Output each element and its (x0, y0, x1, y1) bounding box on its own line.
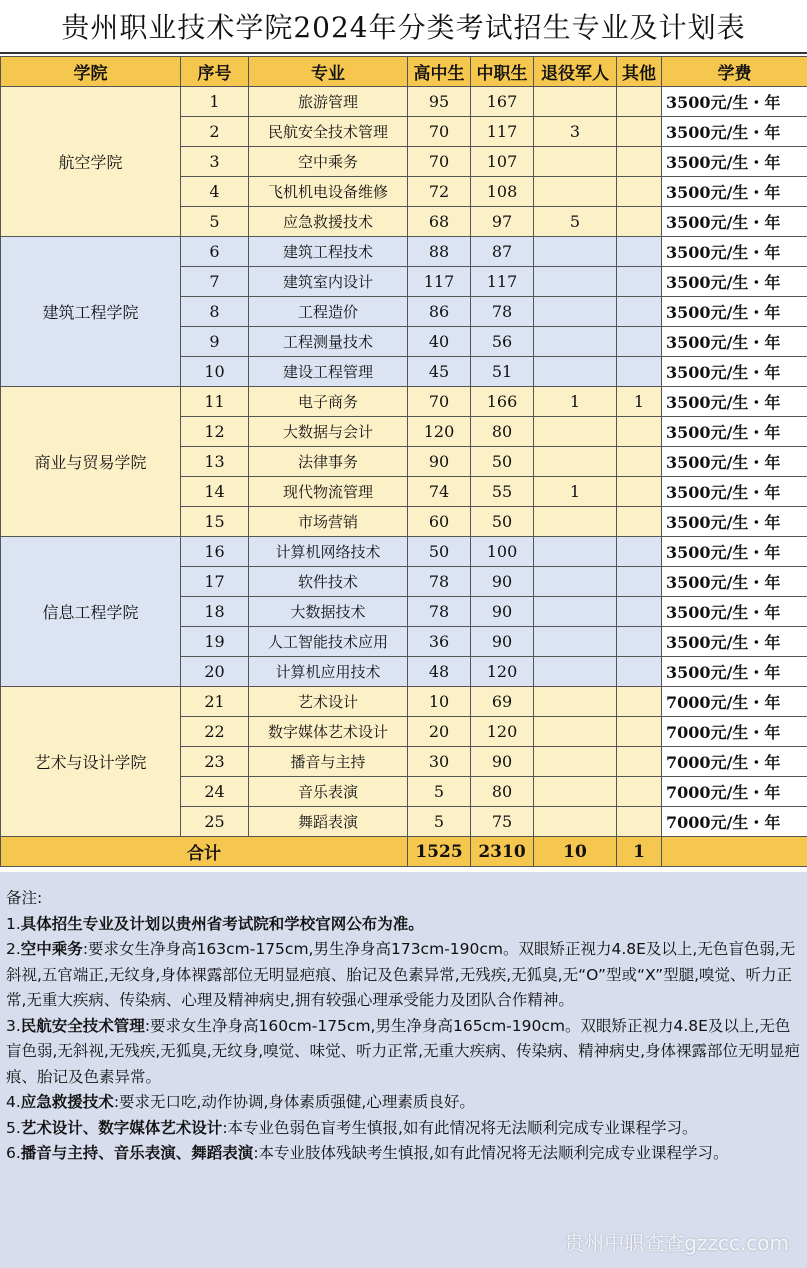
cell-high-school: 86 (408, 297, 471, 327)
cell-high-school: 20 (408, 717, 471, 747)
header-vocational: 中职生 (471, 57, 534, 87)
cell-veteran (534, 507, 617, 537)
cell-number: 13 (181, 447, 249, 477)
cell-number: 22 (181, 717, 249, 747)
cell-other: 1 (617, 387, 662, 417)
cell-vocational: 50 (471, 507, 534, 537)
cell-number: 18 (181, 597, 249, 627)
cell-veteran (534, 717, 617, 747)
cell-number: 17 (181, 567, 249, 597)
cell-other (617, 687, 662, 717)
cell-tuition: 3500元/生・年 (662, 657, 807, 687)
cell-tuition: 3500元/生・年 (662, 537, 807, 567)
header-high-school: 高中生 (408, 57, 471, 87)
cell-vocational: 78 (471, 297, 534, 327)
note-text: :本专业肢体残缺考生慎报,如有此情况将无法顺利完成专业课程学习。 (253, 1144, 729, 1162)
note-number: 4. (6, 1093, 21, 1111)
cell-other (617, 357, 662, 387)
cell-other (617, 267, 662, 297)
cell-major: 建筑工程技术 (249, 237, 408, 267)
cell-tuition: 3500元/生・年 (662, 207, 807, 237)
cell-other (617, 717, 662, 747)
cell-other (617, 297, 662, 327)
notes-heading: 备注: (6, 889, 43, 907)
table-row (1, 87, 807, 117)
cell-high-school: 50 (408, 537, 471, 567)
table-row (1, 237, 807, 267)
note-item (6, 912, 803, 938)
cell-veteran (534, 777, 617, 807)
cell-other (617, 117, 662, 147)
cell-number: 10 (181, 357, 249, 387)
cell-number: 25 (181, 807, 249, 837)
cell-high-school: 68 (408, 207, 471, 237)
college-name: 信息工程学院 (1, 537, 181, 687)
college-name: 商业与贸易学院 (1, 387, 181, 537)
cell-veteran (534, 357, 617, 387)
cell-tuition: 3500元/生・年 (662, 327, 807, 357)
cell-vocational: 117 (471, 267, 534, 297)
header-number: 序号 (181, 57, 249, 87)
total-label: 合计 (1, 837, 408, 867)
note-text: :要求女生净身高160cm-175cm,男生净身高165cm-190cm。双眼矫正视力4.8E及以上,无色盲色弱,无斜视,无残疾,无狐臭,无纹身,嗅觉、味觉、听力正常,无重大疾病、传染病、精神病史,身体裸露部位无明显疤痕、胎记及色素异常。 (6, 1016, 800, 1086)
cell-vocational: 75 (471, 807, 534, 837)
cell-vocational: 90 (471, 747, 534, 777)
note-subject: 民航安全技术管理 (20, 1016, 145, 1035)
cell-vocational: 80 (471, 417, 534, 447)
cell-other (617, 747, 662, 777)
note-item (6, 1141, 803, 1167)
cell-major: 人工智能技术应用 (249, 627, 408, 657)
cell-tuition: 3500元/生・年 (662, 87, 807, 117)
cell-vocational: 80 (471, 777, 534, 807)
cell-major: 软件技术 (249, 567, 408, 597)
cell-vocational: 167 (471, 87, 534, 117)
cell-number: 6 (181, 237, 249, 267)
cell-other (617, 147, 662, 177)
cell-other (617, 327, 662, 357)
enrollment-plan-table (0, 56, 807, 867)
cell-other (617, 177, 662, 207)
cell-high-school: 40 (408, 327, 471, 357)
cell-other (617, 237, 662, 267)
cell-high-school: 60 (408, 507, 471, 537)
cell-major: 旅游管理 (249, 87, 408, 117)
cell-tuition: 3500元/生・年 (662, 357, 807, 387)
cell-veteran (534, 327, 617, 357)
cell-tuition: 3500元/生・年 (662, 507, 807, 537)
cell-veteran (534, 627, 617, 657)
cell-vocational: 120 (471, 717, 534, 747)
table-row (1, 687, 807, 717)
note-text: :要求女生净身高163cm-175cm,男生净身高173cm-190cm。双眼矫正视力4.8E及以上,无色盲色弱,无斜视,五官端正,无纹身,身体裸露部位无明显疤痕、胎记及色素异常,无残疾,无狐臭,无“O”型或“X”型腿,嗅觉、听力正常,无重大疾病、传染病、心理及精神病史,拥有较强心理承受能力及团队合作精神。 (6, 940, 796, 1009)
note-number: 6. (6, 1144, 21, 1162)
cell-major: 应急救援技术 (249, 207, 408, 237)
cell-veteran (534, 147, 617, 177)
cell-number: 2 (181, 117, 249, 147)
cell-number: 21 (181, 687, 249, 717)
note-item (6, 1090, 803, 1116)
cell-other (617, 657, 662, 687)
cell-high-school: 5 (408, 777, 471, 807)
total-veteran: 10 (534, 837, 617, 867)
cell-tuition: 3500元/生・年 (662, 447, 807, 477)
cell-veteran (534, 687, 617, 717)
cell-major: 建设工程管理 (249, 357, 408, 387)
cell-veteran (534, 417, 617, 447)
cell-major: 艺术设计 (249, 687, 408, 717)
cell-major: 空中乘务 (249, 147, 408, 177)
note-subject: 具体招生专业及计划以贵州省考试院和学校官网公布为准。 (20, 914, 424, 933)
cell-major: 大数据技术 (249, 597, 408, 627)
college-name: 建筑工程学院 (1, 237, 181, 387)
cell-high-school: 10 (408, 687, 471, 717)
cell-major: 数字媒体艺术设计 (249, 717, 408, 747)
cell-vocational: 87 (471, 237, 534, 267)
note-subject: 应急救援技术 (20, 1093, 114, 1111)
cell-vocational: 90 (471, 597, 534, 627)
cell-veteran (534, 807, 617, 837)
cell-veteran (534, 597, 617, 627)
cell-tuition: 3500元/生・年 (662, 177, 807, 207)
cell-veteran (534, 297, 617, 327)
cell-vocational: 55 (471, 477, 534, 507)
cell-major: 飞机机电设备维修 (249, 177, 408, 207)
header-tuition: 学费 (662, 57, 807, 87)
header-other: 其他 (617, 57, 662, 87)
note-number: 3. (6, 1016, 21, 1035)
cell-veteran (534, 657, 617, 687)
cell-number: 15 (181, 507, 249, 537)
cell-tuition: 3500元/生・年 (662, 147, 807, 177)
note-item (6, 1116, 803, 1142)
notes-list (6, 912, 803, 1167)
cell-major: 播音与主持 (249, 747, 408, 777)
cell-number: 23 (181, 747, 249, 777)
cell-vocational: 117 (471, 117, 534, 147)
cell-high-school: 48 (408, 657, 471, 687)
cell-major: 市场营销 (249, 507, 408, 537)
cell-high-school: 30 (408, 747, 471, 777)
cell-major: 电子商务 (249, 387, 408, 417)
cell-tuition: 3500元/生・年 (662, 117, 807, 147)
cell-vocational: 50 (471, 447, 534, 477)
cell-major: 现代物流管理 (249, 477, 408, 507)
total-high-school: 1525 (408, 837, 471, 867)
cell-high-school: 70 (408, 147, 471, 177)
cell-number: 9 (181, 327, 249, 357)
cell-vocational: 90 (471, 567, 534, 597)
note-number: 2. (6, 940, 21, 958)
total-vocational: 2310 (471, 837, 534, 867)
cell-tuition: 3500元/生・年 (662, 477, 807, 507)
cell-vocational: 56 (471, 327, 534, 357)
cell-other (617, 537, 662, 567)
cell-number: 24 (181, 777, 249, 807)
header-veteran: 退役军人 (534, 57, 617, 87)
cell-tuition: 3500元/生・年 (662, 297, 807, 327)
cell-tuition: 3500元/生・年 (662, 267, 807, 297)
total-other: 1 (617, 837, 662, 867)
note-subject: 空中乘务 (20, 940, 83, 958)
cell-tuition: 7000元/生・年 (662, 777, 807, 807)
cell-veteran (534, 537, 617, 567)
cell-major: 法律事务 (249, 447, 408, 477)
cell-high-school: 36 (408, 627, 471, 657)
watermark: 贵州中职查查gzzcc.com (564, 1231, 789, 1255)
cell-high-school: 95 (408, 87, 471, 117)
cell-high-school: 5 (408, 807, 471, 837)
cell-major: 工程造价 (249, 297, 408, 327)
cell-number: 7 (181, 267, 249, 297)
note-text: :要求无口吃,动作协调,身体素质强健,心理素质良好。 (113, 1093, 475, 1111)
cell-high-school: 90 (408, 447, 471, 477)
cell-other (617, 807, 662, 837)
cell-other (617, 777, 662, 807)
cell-veteran: 1 (534, 477, 617, 507)
cell-other (617, 447, 662, 477)
cell-tuition: 3500元/生・年 (662, 237, 807, 267)
cell-number: 5 (181, 207, 249, 237)
cell-number: 4 (181, 177, 249, 207)
cell-veteran (534, 237, 617, 267)
notes-section (0, 872, 807, 1268)
cell-high-school: 120 (408, 417, 471, 447)
cell-high-school: 78 (408, 567, 471, 597)
cell-other (617, 597, 662, 627)
cell-veteran (534, 267, 617, 297)
cell-number: 19 (181, 627, 249, 657)
table-header-row (1, 57, 807, 87)
cell-major: 计算机网络技术 (249, 537, 408, 567)
cell-number: 12 (181, 417, 249, 447)
cell-tuition: 7000元/生・年 (662, 807, 807, 837)
cell-vocational: 120 (471, 657, 534, 687)
cell-number: 3 (181, 147, 249, 177)
cell-other (617, 567, 662, 597)
cell-other (617, 507, 662, 537)
cell-major: 工程测量技术 (249, 327, 408, 357)
table-row (1, 387, 807, 417)
cell-veteran (534, 567, 617, 597)
cell-vocational: 69 (471, 687, 534, 717)
header-major: 专业 (249, 57, 408, 87)
cell-number: 14 (181, 477, 249, 507)
table-row (1, 537, 807, 567)
note-subject: 播音与主持、音乐表演、舞蹈表演 (20, 1144, 254, 1162)
cell-veteran: 1 (534, 387, 617, 417)
total-row (1, 837, 807, 867)
cell-tuition: 7000元/生・年 (662, 717, 807, 747)
cell-other (617, 417, 662, 447)
cell-veteran: 5 (534, 207, 617, 237)
cell-high-school: 117 (408, 267, 471, 297)
cell-other (617, 627, 662, 657)
note-number: 5. (6, 1118, 21, 1137)
note-number: 1. (6, 914, 21, 933)
cell-vocational: 107 (471, 147, 534, 177)
cell-number: 20 (181, 657, 249, 687)
cell-high-school: 74 (408, 477, 471, 507)
cell-other (617, 477, 662, 507)
cell-high-school: 70 (408, 387, 471, 417)
cell-number: 1 (181, 87, 249, 117)
cell-high-school: 88 (408, 237, 471, 267)
cell-veteran (534, 177, 617, 207)
cell-veteran: 3 (534, 117, 617, 147)
cell-veteran (534, 87, 617, 117)
cell-tuition: 3500元/生・年 (662, 597, 807, 627)
cell-major: 舞蹈表演 (249, 807, 408, 837)
cell-high-school: 45 (408, 357, 471, 387)
cell-tuition: 7000元/生・年 (662, 747, 807, 777)
note-subject: 艺术设计、数字媒体艺术设计 (20, 1118, 223, 1137)
cell-vocational: 166 (471, 387, 534, 417)
cell-vocational: 51 (471, 357, 534, 387)
cell-vocational: 108 (471, 177, 534, 207)
college-name: 航空学院 (1, 87, 181, 237)
cell-number: 16 (181, 537, 249, 567)
cell-tuition: 3500元/生・年 (662, 387, 807, 417)
cell-major: 音乐表演 (249, 777, 408, 807)
cell-veteran (534, 447, 617, 477)
cell-major: 大数据与会计 (249, 417, 408, 447)
cell-tuition: 3500元/生・年 (662, 627, 807, 657)
cell-number: 8 (181, 297, 249, 327)
cell-veteran (534, 747, 617, 777)
cell-high-school: 70 (408, 117, 471, 147)
cell-major: 计算机应用技术 (249, 657, 408, 687)
page-title: 贵州职业技术学院2024年分类考试招生专业及计划表 (0, 0, 807, 54)
cell-tuition: 7000元/生・年 (662, 687, 807, 717)
cell-other (617, 87, 662, 117)
cell-number: 11 (181, 387, 249, 417)
cell-vocational: 100 (471, 537, 534, 567)
cell-major: 建筑室内设计 (249, 267, 408, 297)
cell-other (617, 207, 662, 237)
note-item (6, 937, 803, 1014)
cell-tuition: 3500元/生・年 (662, 417, 807, 447)
cell-major: 民航安全技术管理 (249, 117, 408, 147)
college-name: 艺术与设计学院 (1, 687, 181, 837)
cell-tuition: 3500元/生・年 (662, 567, 807, 597)
note-item (6, 1014, 803, 1091)
cell-vocational: 97 (471, 207, 534, 237)
note-text: :本专业色弱色盲考生慎报,如有此情况将无法顺利完成专业课程学习。 (222, 1118, 698, 1137)
cell-vocational: 90 (471, 627, 534, 657)
total-tuition (662, 837, 807, 867)
cell-high-school: 78 (408, 597, 471, 627)
cell-high-school: 72 (408, 177, 471, 207)
header-college: 学院 (1, 57, 181, 87)
